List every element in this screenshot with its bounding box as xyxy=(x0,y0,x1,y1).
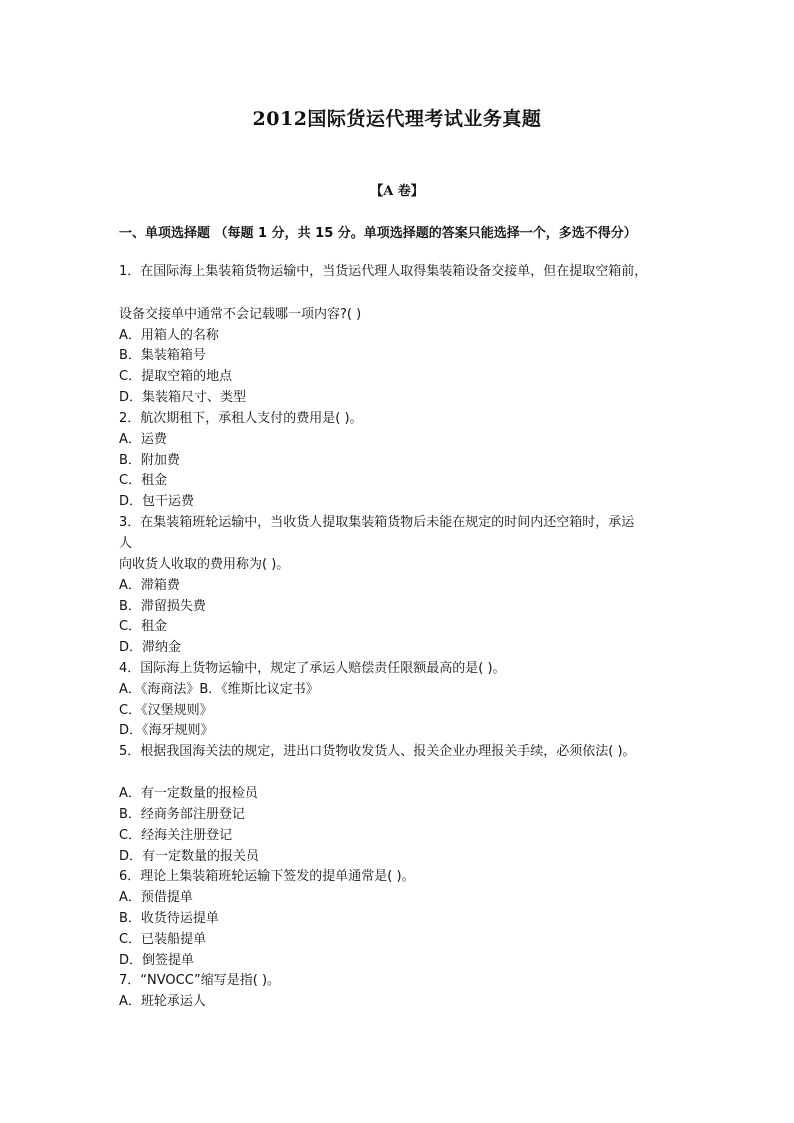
option-line: B．经商务部注册登记 xyxy=(119,807,245,822)
option-line: C．经海关注册登记 xyxy=(119,828,233,843)
option-line: C．租金 xyxy=(119,473,168,488)
question-line: 向收货人收取的费用称为( )。 xyxy=(119,557,290,572)
question-line: 2．航次期租下，承租人支付的费用是( )。 xyxy=(119,411,363,426)
option-line: A．《海商法》B．《维斯比议定书》 xyxy=(119,682,319,697)
option-line: D．包干运费 xyxy=(119,494,195,509)
option-line: B．滞留损失费 xyxy=(119,599,206,614)
option-line: B．集装箱箱号 xyxy=(119,348,206,363)
option-line: D．有一定数量的报关员 xyxy=(119,849,260,864)
option-line: A．运费 xyxy=(119,432,167,447)
option-line: D．倒签提单 xyxy=(119,953,195,968)
option-line: A．滞箱费 xyxy=(119,578,180,593)
option-line: A．用箱人的名称 xyxy=(119,328,219,343)
option-line: C．租金 xyxy=(119,619,168,634)
document-title: 2012国际货运代理考试业务真题 xyxy=(252,108,542,130)
option-line: C．已装船提单 xyxy=(119,932,207,947)
question-line: 4．国际海上货物运输中，规定了承运人赔偿责任限额最高的是( )。 xyxy=(119,661,506,676)
option-line: C．《汉堡规则》 xyxy=(119,703,213,718)
paper-label: 【A 卷】 xyxy=(370,184,424,199)
option-line: B．附加费 xyxy=(119,453,180,468)
option-line: B．收货待运提单 xyxy=(119,911,219,926)
question-line: 6．理论上集装箱班轮运输下签发的提单通常是( )。 xyxy=(119,869,415,884)
option-line: D．《海牙规则》 xyxy=(119,723,214,738)
question-line: 人 xyxy=(119,536,133,551)
option-line: A．有一定数量的报检员 xyxy=(119,786,258,801)
option-line: D．集装箱尺寸、类型 xyxy=(119,390,247,405)
question-line: 5．根据我国海关法的规定，进出口货物收发货人、报关企业办理报关手续，必须依法( )。 xyxy=(119,744,636,759)
option-line: C．提取空箱的地点 xyxy=(119,369,233,384)
option-line: D．滞纳金 xyxy=(119,640,182,655)
option-line: A．班轮承运人 xyxy=(119,994,206,1009)
question-line: 设备交接单中通常不会记载哪一项内容?( ) xyxy=(119,307,362,322)
question-line: 7．“NVOCC”缩写是指( )。 xyxy=(119,973,281,988)
option-line: A．预借提单 xyxy=(119,890,193,905)
question-line: 1．在国际海上集装箱货物运输中，当货运代理人取得集装箱设备交接单，但在提取空箱前， xyxy=(119,264,648,279)
question-line: 3．在集装箱班轮运输中，当收货人提取集装箱货物后未能在规定的时间内还空箱时，承运 xyxy=(119,515,635,530)
section-heading: 一、单项选择题 （每题 1 分，共 15 分。单项选择题的答案只能选择一个，多选不得分） xyxy=(119,226,637,241)
